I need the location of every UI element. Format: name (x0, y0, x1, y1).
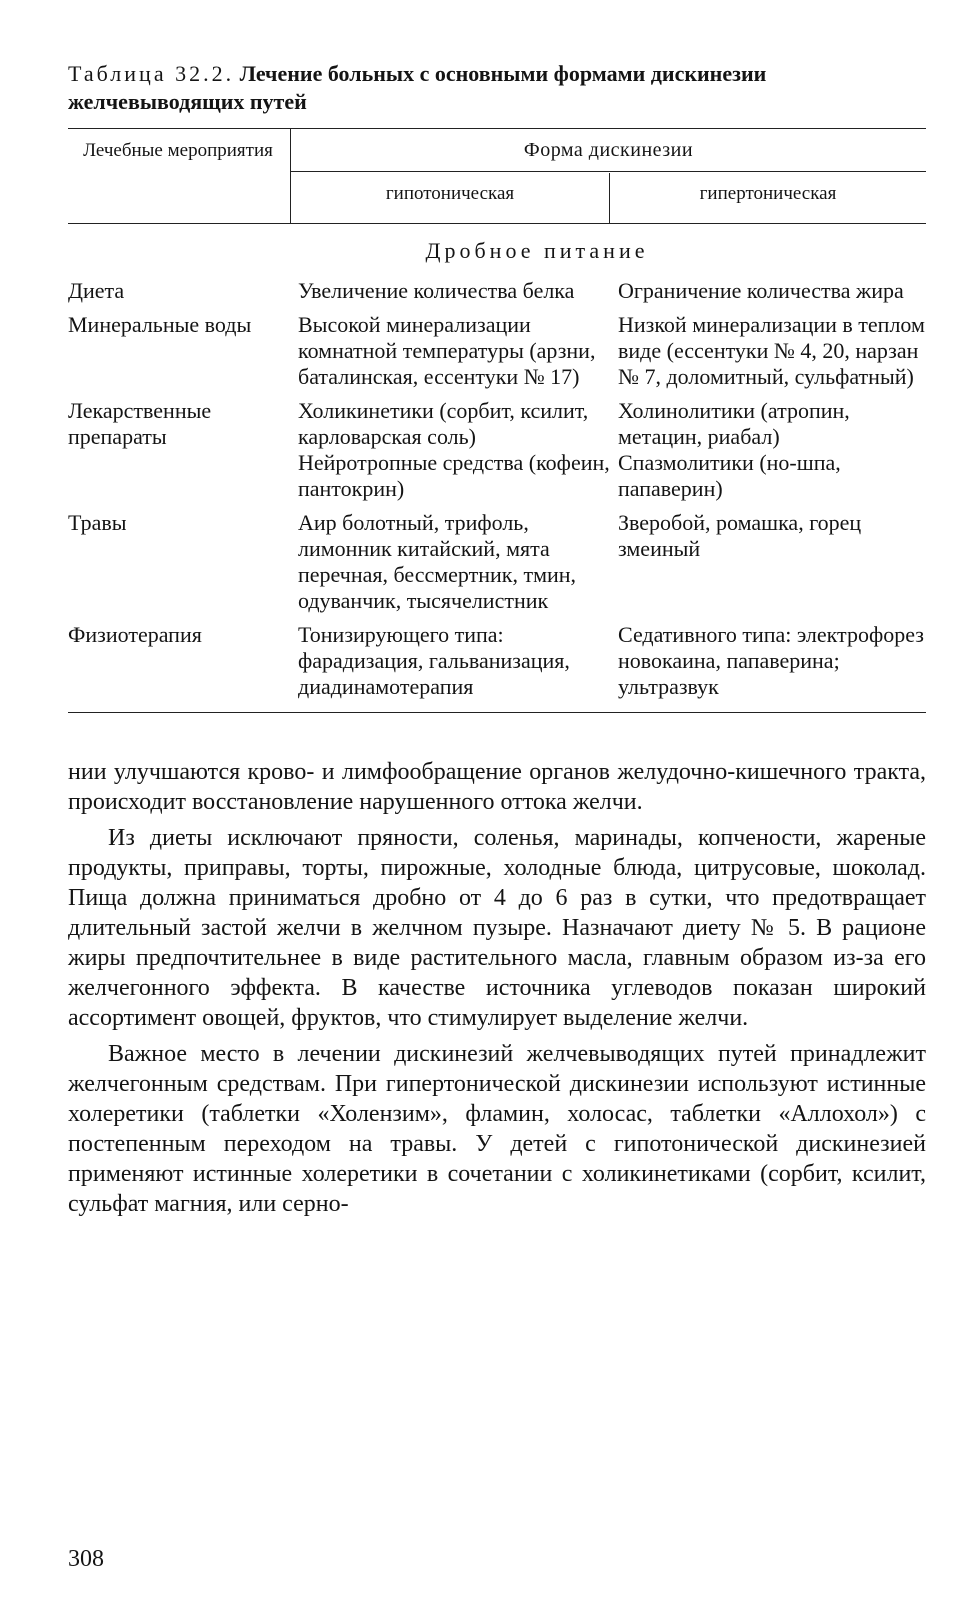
hypotonic-cell (298, 510, 618, 622)
cell-text: Нейротропные средства (кофеин, пантокрин) (298, 450, 610, 501)
hypertonic-cell (618, 510, 926, 622)
header-col1: Лечебные мероприятия (83, 140, 273, 161)
hypotonic-cell (298, 278, 618, 312)
hypertonic-cell (618, 312, 926, 398)
hypotonic-cell (298, 398, 618, 510)
table-row (68, 622, 926, 708)
cell-text: Увеличение количества белка (298, 278, 575, 303)
cell-text: Ограничение количества жира (618, 278, 904, 303)
page-number: 308 (68, 1546, 104, 1572)
table-row (68, 312, 926, 398)
row-label: Диета (68, 278, 125, 303)
table-header-rule (68, 223, 926, 224)
paragraph: Из диеты исключают пряности, соленья, маринады, копчености, жареные продукты, приправы, торты, пирожные, холодные блюда, цитрусовые, шоколад. Пища должна приниматься дробно от 4 до 6 раз в сутки, что предотвращает длительный застой желчи в желчном пузыре. Назначают диету № 5. В рационе жиры предпочтительнее в виде растительного масла, главным образом из-за его желчегонного эффекта. В качестве источника углеводов показан широкий ассортимент овощей, фруктов, что стимулирует выделение желчи. (68, 825, 926, 1031)
caption-title: Лечение больных с основными формами дискинезии желчевыводящих путей (68, 61, 767, 114)
paragraph: Важное место в лечении дискинезий желчевыводящих путей принадлежит желчегонным средствам. При гипертонической дискинезии используют истинные холеретики (таблетки «Холензим», фламин, холосас, таблетки «Аллохол») с постепенным переходом на травы. У детей с гипотонической дискинезией применяют истинные холеретики в сочетании с холикинетиками (сорбит, ксилит, сульфат магния, или серно- (68, 1041, 926, 1217)
cell-text: Аир болотный, трифоль, лимонник китайский, мята перечная, бессмертник, тмин, одуванчик, тысячелистник (298, 510, 577, 613)
cell-text: Холикинетики (сорбит, ксилит, карловарская соль) (298, 398, 589, 449)
cell-text: Седативного типа: электрофорез новокаина, папаверина; ультразвук (618, 622, 924, 699)
cell-text: Низкой минерализации в теплом виде (ессентуки № 4, 20, нарзан № 7, доломитный, сульфатный) (618, 312, 925, 389)
body-text (68, 757, 926, 1219)
table-body (68, 278, 926, 708)
hypertonic-cell (618, 278, 926, 312)
table-caption (68, 60, 926, 116)
header-span: Форма дискинезии (523, 139, 694, 161)
header-mid-rule (291, 171, 926, 172)
cell-text: Тонизирующего типа: фарадизация, гальванизация, диадинамотерапия (298, 622, 570, 699)
cell-text: Зверобой, ромашка, горец змеиный (618, 510, 862, 561)
table-subtitle: Дробное питание (425, 238, 649, 263)
table-row (68, 278, 926, 312)
row-label: Минеральные воды (68, 312, 252, 337)
hypotonic-cell (298, 312, 618, 398)
page (68, 60, 926, 1225)
table-row (68, 510, 926, 622)
row-label: Физиотерапия (68, 622, 202, 647)
paragraph: нии улучшаются крово- и лимфообращение органов желудочно-кишечного тракта, происходит восстановление нарушенного оттока желчи. (68, 759, 926, 815)
row-label: Травы (68, 510, 127, 535)
caption-label: Таблица 32.2. (68, 61, 235, 86)
cell-text: Высокой минерализации комнатной температуры (арзни, баталинская, ессентуки № 17) (298, 312, 596, 389)
hypertonic-cell (618, 398, 926, 510)
table-header (68, 129, 926, 223)
table-row (68, 398, 926, 510)
table-bottom-rule (68, 712, 926, 713)
row-label: Лекарственные препараты (68, 398, 212, 449)
header-hypertonic: гипертоническая (699, 183, 837, 204)
cell-text: Холинолитики (атропин, метацин, риабал) (618, 398, 850, 449)
cell-text: Спазмолитики (но-шпа, папаверин) (618, 450, 841, 501)
header-hypotonic: гипотоническая (385, 183, 515, 204)
hypertonic-cell (618, 622, 926, 708)
hypotonic-cell (298, 622, 618, 708)
